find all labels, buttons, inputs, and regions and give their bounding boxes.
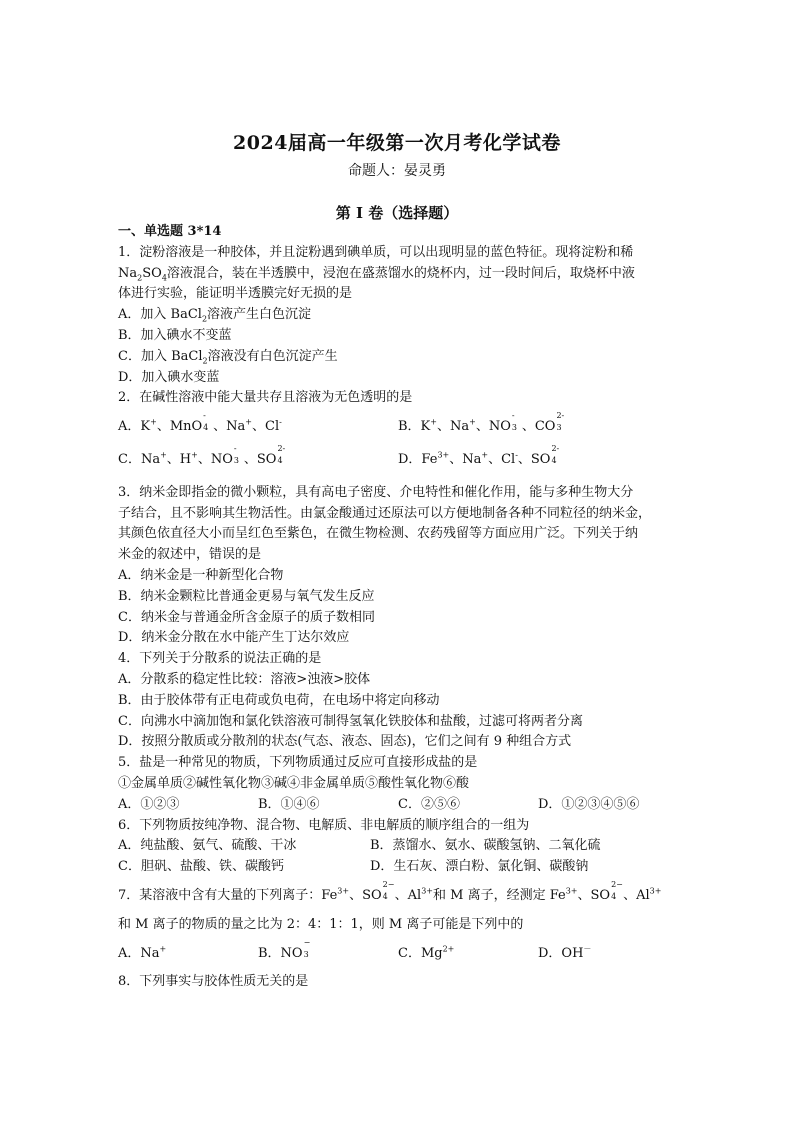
q1-option-c[interactable]: C．加入 BaCl$_2$溶液没有白色沉淀产生 bbox=[118, 348, 338, 366]
question-4 bbox=[118, 649, 678, 753]
q7-option-d[interactable]: D．OH－ bbox=[538, 944, 592, 961]
q2-stem: 2．在碱性溶液中能大量共存且溶液为无色透明的是 bbox=[118, 390, 413, 406]
question-8 bbox=[118, 972, 678, 993]
q7-stem-line-2: 和 M 离子的物质的量之比为 2：4：1：1，则 M 离子可能是下列中的 bbox=[118, 916, 524, 932]
q3-stem-line-2: 子结合，且不影响其生物活性。由氯金酸通过还原法可以方便地制备各种不同粒径的纳米金， bbox=[118, 505, 652, 521]
q7-option-c[interactable]: C．$Mg^{2+}$ bbox=[398, 944, 455, 961]
q3-stem-line-1: 3．纳米金即指金的微小颗粒，具有高电子密度、介电特性和催化作用，能与多种生物大分 bbox=[118, 484, 634, 500]
q7-option-b[interactable]: B．NO − 3 bbox=[258, 937, 311, 961]
q6-option-b[interactable]: B．蒸馏水、氨水、碳酸氢钠、二氧化硫 bbox=[370, 838, 601, 854]
q5-options bbox=[118, 795, 678, 816]
question-6 bbox=[118, 816, 678, 886]
q7-stem-line-1: 7．某溶液中含有大量的下列离子：$Fe^{3+}$、SO 2− 4 、$Al^{3+}$和 M 离子，经测定 $Fe^{3+}$、SO 2− 4 、$Al^{3+}$ bbox=[118, 879, 662, 903]
q3-option-a[interactable]: A．纳米金是一种新型化合物 bbox=[118, 567, 284, 583]
question-3 bbox=[118, 483, 678, 649]
q2-options-row-2 bbox=[118, 443, 678, 471]
q5-option-a[interactable]: A．①②③ bbox=[118, 796, 180, 812]
q1-stem-line-2: $Na_2SO_4$溶液混合，装在半透膜中，浸泡在盛蒸馏水的烧杯内，过一段时间后，取烧杯中液 bbox=[118, 265, 635, 283]
question-body bbox=[118, 222, 678, 993]
q4-stem: 4．下列关于分散系的说法正确的是 bbox=[118, 651, 322, 667]
q4-option-a[interactable]: A．分散系的稳定性比较：溶液>浊液>胶体 bbox=[118, 671, 371, 687]
q6-stem: 6．下列物质按纯净物、混合物、电解质、非电解质的顺序组合的一组为 bbox=[118, 817, 530, 833]
q5-option-b[interactable]: B．①④⑥ bbox=[258, 796, 320, 812]
q5-items: ①金属单质②碱性氧化物③碱④非金属单质⑤酸性氧化物⑥酸 bbox=[118, 775, 470, 791]
q7-option-a[interactable]: A．Na+ bbox=[118, 944, 167, 961]
q2-option-d[interactable]: D．$Fe^{3+}$、Na+、Cl-、SO 2- 4 bbox=[398, 443, 560, 467]
q6-option-c[interactable]: C．胆矾、盐酸、铁、碳酸钙 bbox=[118, 859, 284, 875]
q8-stem: 8．下列事实与胶体性质无关的是 bbox=[118, 974, 309, 990]
q4-option-c[interactable]: C．向沸水中滴加饱和氯化铁溶液可制得氢氧化铁胶体和盐酸，过滤可将两者分离 bbox=[118, 713, 583, 729]
question-1 bbox=[118, 243, 678, 389]
exam-author: 命题人：晏灵勇 bbox=[348, 163, 446, 179]
q3-option-d[interactable]: D．纳米金分散在水中能产生丁达尔效应 bbox=[118, 630, 350, 646]
q1-option-b[interactable]: B．加入碘水不变蓝 bbox=[118, 327, 232, 343]
q4-option-d[interactable]: D．按照分散质或分散剂的状态(气态、液态、固态)，它们之间有 9 种组合方式 bbox=[118, 734, 572, 750]
question-7 bbox=[118, 879, 678, 972]
q3-option-b[interactable]: B．纳米金颗粒比普通金更易与氧气发生反应 bbox=[118, 588, 375, 604]
part-label: 一、单选题 3*14 bbox=[118, 224, 222, 239]
q3-stem-line-3: 其颜色依直径大小而呈红色至紫色，在微生物检测、农药残留等方面应用广泛。下列关于纳 bbox=[118, 526, 639, 542]
exam-title: 2024届高一年级第一次月考化学试卷 bbox=[233, 132, 561, 154]
q5-option-d[interactable]: D．①②③④⑤⑥ bbox=[538, 796, 640, 812]
q2-option-a[interactable]: A．K+、MnO - 4 、Na+、Cl- bbox=[118, 411, 282, 435]
q1-option-d[interactable]: D．加入碘水变蓝 bbox=[118, 369, 220, 385]
q2-options-row-1 bbox=[118, 411, 678, 438]
q6-option-a[interactable]: A．纯盐酸、氨气、硫酸、干冰 bbox=[118, 838, 297, 854]
q5-option-c[interactable]: C．②⑤⑥ bbox=[398, 796, 460, 812]
question-2 bbox=[118, 388, 678, 482]
q3-stem-line-4: 米金的叙述中，错误的是 bbox=[118, 547, 262, 563]
q2-option-b[interactable]: B．K+、Na+、NO - 3 、CO 2- 3 bbox=[398, 411, 565, 435]
q6-options-row-2 bbox=[118, 857, 678, 878]
section-heading: 第 I 卷（选择题） bbox=[335, 204, 459, 222]
q2-option-c[interactable]: C．Na+、H+、NO - 3 、SO 2- 4 bbox=[118, 443, 286, 467]
q6-options-row-1 bbox=[118, 836, 678, 857]
q1-option-a[interactable]: A．加入 BaCl$_2$溶液产生白色沉淀 bbox=[118, 307, 312, 324]
q4-option-b[interactable]: B．由于胶体带有正电荷或负电荷，在电场中将定向移动 bbox=[118, 692, 440, 708]
q1-stem-line-3: 体进行实验，能证明半透膜完好无损的是 bbox=[118, 286, 353, 302]
q1-stem-line-1: 1．淀粉溶液是一种胶体，并且淀粉遇到碘单质，可以出现明显的蓝色特征。现将淀粉和稀 bbox=[118, 244, 634, 260]
q7-options bbox=[118, 937, 678, 965]
question-5 bbox=[118, 753, 678, 815]
q5-stem: 5．盐是一种常见的物质，下列物质通过反应可直接形成盐的是 bbox=[118, 755, 478, 771]
q6-option-d[interactable]: D．生石灰、漂白粉、氯化铜、碳酸钠 bbox=[370, 859, 589, 875]
q3-option-c[interactable]: C．纳米金与普通金所含金原子的质子数相同 bbox=[118, 609, 375, 625]
